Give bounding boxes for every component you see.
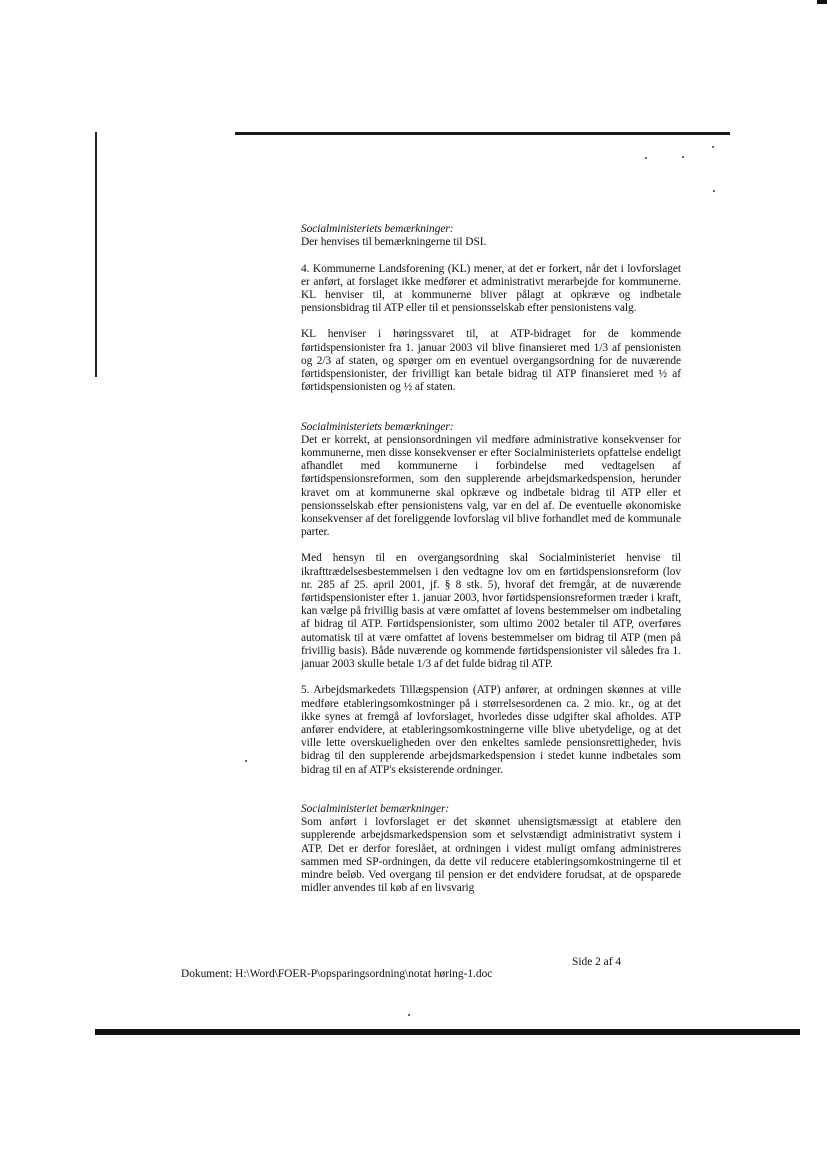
- header-rule: [235, 132, 730, 135]
- scan-margin-line: [95, 132, 97, 377]
- remarks-text: Som anført i lovforslaget er det skønnet uhensigtsmæssigt at etablere den supplerende arbejdsmarkedspension som et selvstændigt administrativt system i ATP. Det er derfor foreslået, at ordningen i videst muligt omfang administreres sammen med SP-ordningen, da dette vil reducere etableringsomkostningerne til et mindre beløb. Ved overgang til pension er det endvidere forudsat, at de opsparede midler anvendes til køb af en livsvarig: [301, 816, 681, 895]
- page-number: Side 2 af 4: [572, 956, 622, 968]
- scan-corner-mark: [817, 0, 827, 4]
- remarks-text: Der henvises til bemærkningerne til DSI.: [301, 236, 487, 249]
- document-body: [301, 210, 681, 908]
- remarks-block-2: [301, 407, 681, 539]
- footer-rule: [95, 1029, 800, 1035]
- remarks-text: Det er korrekt, at pensionsordningen vil medføre administrative konsekvenser for kommunerne, men disse konsekvenser er efter Socialministeriets opfattelse endeligt afhandlet med kommunerne i forbindelse med vedtagelsen af førtidspensionsreformen, som den supplerende arbejdsmarkedspension, herunder kravet om at kommunerne skal opkræve og indbetale bidrag til ATP eller et pensionsselskab efter pensionistens valg, var en del af. De eventuelle økonomiske konsekvenser af det foreliggende lovforslag vil blive forhandlet med de kommunale parter.: [301, 433, 681, 539]
- document-path: Dokument: H:\Word\FOER-P\opsparingsordning\notat høring-1.doc: [181, 968, 493, 980]
- paragraph-transition: Med hensyn til en overgangsordning skal Socialministeriet henvise til ikrafttrædelsesbestemmelsen i den vedtagne lov om en førtidspensionsreform (lov nr. 285 af 25. april 2001, jf. § 8 stk. 5), hvoraf det fremgår, at de nuværende førtidspensionister efter 1. januar 2003, hvor førtidspensionsreformen træder i kraft, kan vælge på frivillig basis at være omfattet af lovens bestemmelser om indbetaling af bidrag til ATP. Førtidspensionister, som ultimo 2002 betaler til ATP, overføres automatisk til at være omfattet af lovens bestemmelser om bidrag til ATP (men på frivillig basis). Både nuværende og kommende førtidspensionister vil således fra 1. januar 2003 skulle betale 1/3 af det fulde bidrag til ATP.: [301, 552, 681, 671]
- remarks-heading: Socialministeriets bemærkninger:: [301, 420, 454, 433]
- scan-speck: [682, 156, 684, 158]
- remarks-block-1: [301, 210, 681, 250]
- remarks-heading: Socialministeriets bemærkninger:: [301, 223, 454, 236]
- paragraph-kl-objection: 4. Kommunerne Landsforening (KL) mener, at det er forkert, når det i lovforslaget er anført, at forslaget ikke medfører et administrativt merarbejde for kommunerne. KL henviser til, at kommunerne bliver pålagt at opkræve og indbetale pensionsbidrag til ATP eller til et pensionsselskab efter pensionistens valg.: [301, 262, 681, 315]
- scan-speck: [713, 190, 715, 192]
- scan-speck: [645, 157, 647, 159]
- paragraph-atp: 5. Arbejdsmarkedets Tillægspension (ATP) anfører, at ordningen skønnes at ville medføre etableringsomkostninger på i størrelsesordenen ca. 2 mio. kr., og at det ikke synes at fremgå af lovforslaget, hvorledes disse udgifter skal afholdes. ATP anfører endvidere, at etableringsomkostningerne ville blive ubetydelige, og at det ville lette overskueligheden over den enkeltes samlede pensionsrettigheder, hvis bidrag til den supplerende arbejdsmarkedspension i stedet kunne indbetales som bidrag til en af ATP's eksisterende ordninger.: [301, 684, 681, 776]
- remarks-heading: Socialministeriet bemærkninger:: [301, 802, 450, 815]
- scan-speck: [408, 1014, 410, 1016]
- paragraph-kl-hearing: KL henviser i høringssvaret til, at ATP-bidraget for de kommende førtidspensionister fra 1. januar 2003 vil blive finansieret med 1/3 af pensionisten og 2/3 af staten, og spørger om en eventuel overgangsordning for de nuværende førtidspensionister, der frivilligt kan betale bidrag til ATP finansieret med ½ af førtidspensionisten og ½ af staten.: [301, 328, 681, 394]
- scan-speck: [245, 760, 247, 762]
- scan-speck: [712, 146, 714, 148]
- remarks-block-3: [301, 790, 681, 896]
